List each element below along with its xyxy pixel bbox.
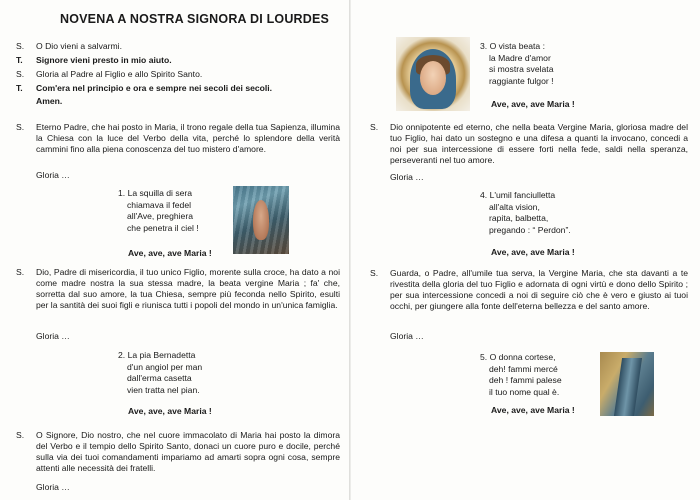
opening-text: Gloria al Padre al Figlio e allo Spirito Santo. bbox=[36, 69, 203, 79]
opening-text: Com'era nel principio e ora e sempre nei secoli dei secoli. bbox=[36, 83, 273, 93]
hymn-line: chiamava il fedel bbox=[127, 199, 192, 210]
speaker-label: S. bbox=[370, 122, 379, 132]
hymn-line: L'umil fanciulletta bbox=[489, 190, 556, 200]
hymn-line: La squilla di sera bbox=[127, 188, 193, 198]
hymn-stanza bbox=[480, 190, 620, 236]
opening-text: Signore vieni presto in mio aiuto. bbox=[36, 55, 172, 65]
statue-detail-image bbox=[600, 352, 654, 416]
hymn-line: raggiante fulgor ! bbox=[489, 75, 554, 86]
hymn-number: 3. bbox=[480, 41, 488, 51]
gloria-line: Gloria … bbox=[36, 331, 70, 341]
hymn-line: rapita, balbetta, bbox=[489, 213, 549, 224]
gloria-line: Gloria … bbox=[390, 331, 424, 341]
prayer-text: Eterno Padre, che hai posto in Maria, il trono regale della tua Sapienza, illumina la Chiesa con la luce del Verbo della vita, perché lo splendore della verità cammini fino alla piena conoscenza del tuo mistero d'amore. bbox=[36, 122, 340, 154]
hymn-stanza bbox=[480, 352, 595, 398]
madonna-portrait-image bbox=[396, 37, 470, 111]
hymn-line: deh ! fammi palese bbox=[489, 375, 562, 386]
speaker-label: S. bbox=[16, 122, 25, 132]
hymn-line: pregando : “ Perdon”. bbox=[489, 224, 571, 235]
speaker-label: S. bbox=[16, 267, 25, 277]
hymn-line: il tuo nome qual è. bbox=[489, 386, 560, 397]
hymn-line: all'Ave, preghiera bbox=[127, 211, 193, 222]
gloria-line: Gloria … bbox=[36, 170, 70, 180]
speaker-label: S. bbox=[16, 430, 25, 440]
hymn-line: vien tratta nel pian. bbox=[127, 384, 200, 395]
hymn-line: d'un angiol per man bbox=[127, 361, 203, 372]
hymn-refrain: Ave, ave, ave Maria ! bbox=[128, 248, 212, 258]
hymn-line: la Madre d'amor bbox=[489, 52, 551, 63]
opening-text: O Dio vieni a salvarmi. bbox=[36, 41, 122, 51]
speaker-label: S. bbox=[16, 41, 25, 51]
hymn-line: dall'erma casetta bbox=[127, 373, 192, 384]
hymn-line: O vista beata : bbox=[489, 41, 545, 51]
prayer-text: Dio, Padre di misericordia, il tuo unico Figlio, morente sulla croce, ha dato a noi come madre nostra la sua stessa madre, la beata vergine Maria ; fa' che, sorretta dal suo amore, la tua Chiesa, sempre più feconda nello Spirito, esulti per la santità dei suoi figli e riunisca tutti i popoli del mondo in un'unica famiglia. bbox=[36, 267, 340, 310]
hymn-stanza bbox=[118, 188, 228, 234]
hymn-stanza bbox=[118, 350, 238, 396]
hymn-line: si mostra svelata bbox=[489, 64, 554, 75]
prayer-text: O Signore, Dio nostro, che nel cuore immacolato di Maria hai posto la dimora del Verbo e il tempio dello Spirito Santo, donaci un cuore puro e docile, perché sulla via dei tuoi comandamenti impariamo ad amarti sopra ogni cosa, sempre attenti alle necessità dei fratelli. bbox=[36, 430, 340, 473]
hymn-refrain: Ave, ave, ave Maria ! bbox=[491, 247, 575, 257]
page-spine bbox=[349, 0, 351, 500]
prayer-text: Dio onnipotente ed eterno, che nella beata Vergine Maria, gloriosa madre del tuo Figlio, hai dato un sostegno e una difesa a quanti la invocano, concedi a noi per sua intercessione di essere forti nella fede, saldi nella speranza, perseveranti nel tuo amore. bbox=[390, 122, 688, 165]
hymn-number: 4. bbox=[480, 190, 488, 200]
hymn-number: 5. bbox=[480, 352, 488, 362]
speaker-label: T. bbox=[16, 55, 23, 65]
hymn-number: 1. bbox=[118, 188, 126, 198]
gloria-line: Gloria … bbox=[390, 172, 424, 182]
prayer-text: Guarda, o Padre, all'umile tua serva, la Vergine Maria, che sta davanti a te rivestita della gloria del tuo Figlio e adornata di ogni virtù e dono dello Spirito ; per sua intercessione concedi a noi di seguire ciò che è vero e giusto ai tuoi occhi, per giungere alla fonte dell'eterna bellezza e del santo amore. bbox=[390, 268, 688, 311]
opening-text: Amen. bbox=[36, 96, 63, 106]
hymn-refrain: Ave, ave, ave Maria ! bbox=[491, 99, 575, 109]
document-title: NOVENA A NOSTRA SIGNORA DI LOURDES bbox=[60, 12, 330, 26]
hymn-line: deh! fammi mercé bbox=[489, 363, 558, 374]
hymn-line: che penetra il ciel ! bbox=[127, 222, 199, 233]
gloria-line: Gloria … bbox=[36, 482, 70, 492]
hymn-stanza bbox=[480, 41, 600, 87]
hymn-refrain: Ave, ave, ave Maria ! bbox=[491, 405, 575, 415]
hymn-refrain: Ave, ave, ave Maria ! bbox=[128, 406, 212, 416]
hymn-line: all'alta vision, bbox=[489, 201, 540, 212]
hymn-number: 2. bbox=[118, 350, 126, 360]
hymn-line: La pia Bernadetta bbox=[127, 350, 196, 360]
hymn-line: O donna cortese, bbox=[489, 352, 556, 362]
praying-hands-image bbox=[233, 186, 289, 254]
speaker-label: S. bbox=[16, 69, 25, 79]
speaker-label: S. bbox=[370, 268, 379, 278]
speaker-label: T. bbox=[16, 83, 23, 93]
